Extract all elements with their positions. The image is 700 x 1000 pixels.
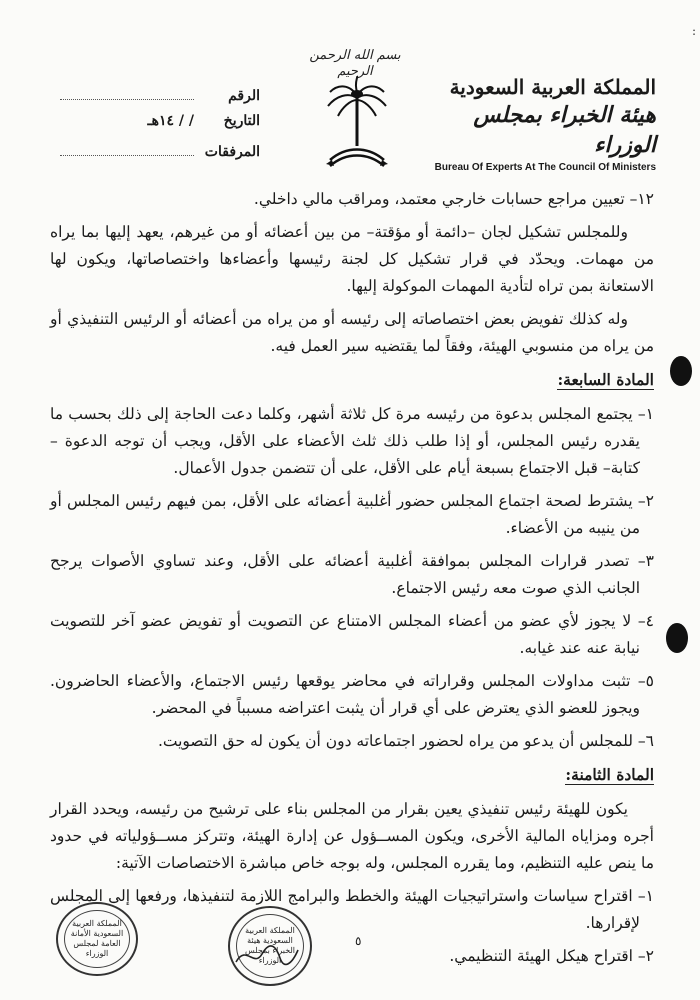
bureau-title: هيئة الخبراء بمجلس الوزراء — [473, 102, 656, 158]
punch-hole-mark — [670, 356, 692, 386]
para-delegation: وله كذلك تفويض بعض اختصاصاته إلى رئيسه أو من يراه من أعضائه أو الرئيس التنفيذي أو من يراه من منسوبي الهيئة، وفقاً لما يقتضيه سير العمل فيه. — [50, 310, 654, 355]
para-committees: وللمجلس تشكيل لجان –دائمة أو مؤقتة– من بين أعضائه أو من غيرهم، يعهد إليها بما يراه من مهمات. ويحدّد في قرار تشكيل كل لجنة رئيسها وأعضاءها واختصاصاتها، ويكون لها الاستعانة بمن تراه لتأدية المهمات الموكولة إليها. — [50, 223, 654, 295]
ref-row — [60, 85, 260, 113]
official-stamp-secretariat — [56, 902, 138, 976]
date-row — [60, 113, 260, 141]
punch-hole-mark — [666, 623, 688, 653]
article-7-heading — [50, 366, 654, 393]
date-value: / / ١٤هـ — [147, 113, 194, 129]
attachments-label: المرفقات — [204, 144, 260, 160]
article-8-item-1: ١– اقتراح سياسات واستراتيجيات الهيئة والخطط والبرامج اللازمة لتنفيذها، ورفعها إلى المجلس لإقرارها. — [50, 887, 654, 932]
date-label: التاريخ — [223, 113, 260, 129]
para-ceo: يكون للهيئة رئيس تنفيذي يعين بقرار من المجلس بناء على ترشيح من رئيسه، ويحدد القرار أجره ومزاياه المالية الأخرى، ويكون المســؤول عن إدارة الهيئة، وتتركز مســؤولياته في حدود ما ينص عليه التنظيم، وما يقرره المجلس، وله بوجه خاص مباشرة الاختصاصات الآتية: — [50, 800, 654, 872]
article-8-heading — [50, 761, 654, 788]
article-8-item-2: ٢– اقتراح هيكل الهيئة التنظيمي. — [449, 947, 654, 965]
bureau-title-en: Bureau Of Experts At The Council Of Ministers — [434, 162, 656, 173]
item-12: ١٢– تعيين مراجع حسابات خارجي معتمد، ومراقب مالي داخلي. — [253, 190, 654, 208]
organization-header — [416, 74, 656, 173]
article-7-item-1: ١– يجتمع المجلس بدعوة من رئيسه مرة كل ثلاثة أشهر، وكلما دعت الحاجة إلى ذلك بحسب ما يقدره رئيس المجلس، أو إذا طلب ذلك ثلث الأعضاء على الأقل، ويجب أن توجه الدعوة –كتابة– قبل الاجتماع بسبعة أيام على الأقل، على أن تتضمن جدول الأعمال. — [50, 405, 654, 477]
basmala-calligraphy: بسم الله الرحمن الرحيم — [309, 48, 401, 79]
article-7-item-5: ٥– تثبت مداولات المجلس وقراراته في محاضر يوقعها رئيس الاجتماع، والأعضاء الحاضرون. ويجوز للعضو الذي يعترض على أي قرار أن يثبت اعتراضه مسبباً في المحضر. — [50, 672, 654, 717]
page-number: ٥ — [355, 934, 362, 948]
official-stamp-bureau — [228, 906, 312, 986]
ref-label: الرقم — [228, 88, 260, 104]
attachments-line — [60, 141, 194, 156]
palm-swords-emblem-icon — [322, 74, 392, 174]
kingdom-title: المملكة العربية السعودية — [449, 75, 656, 99]
article-8-title: المادة الثامنة: — [565, 765, 654, 784]
document-body — [50, 186, 654, 976]
ref-line — [60, 85, 194, 100]
article-7-item-2: ٢– يشترط لصحة اجتماع المجلس حضور أغلبية أعضائه على الأقل، بمن فيهم رئيس المجلس أو من ينيبه من الأعضاء. — [50, 492, 654, 537]
reference-block — [60, 85, 260, 169]
attachments-row — [60, 141, 260, 169]
corner-mark: : — [691, 24, 696, 38]
stamp-text: المملكة العربية السعودية هيئة الخبراء بمجلس الوزراء — [244, 926, 296, 965]
article-7-item-6: ٦– للمجلس أن يدعو من يراه لحضور اجتماعاته دون أن يكون له حق التصويت. — [157, 732, 654, 750]
article-7-item-3: ٣– تصدر قرارات المجلس بموافقة أغلبية أعضائه على الأقل، وعند تساوي الأصوات يرجح الجانب الذي صوت معه رئيس الاجتماع. — [50, 552, 654, 597]
article-7-item-4: ٤– لا يجوز لأي عضو من أعضاء المجلس الامتناع عن التصويت أو تفويض عضو آخر للتصويت نيابة عنه عند غيابه. — [50, 612, 654, 657]
article-7-title: المادة السابعة: — [557, 370, 654, 389]
stamp-text: المملكة العربية السعودية الأمانة العامة لمجلس الوزراء — [70, 919, 124, 958]
